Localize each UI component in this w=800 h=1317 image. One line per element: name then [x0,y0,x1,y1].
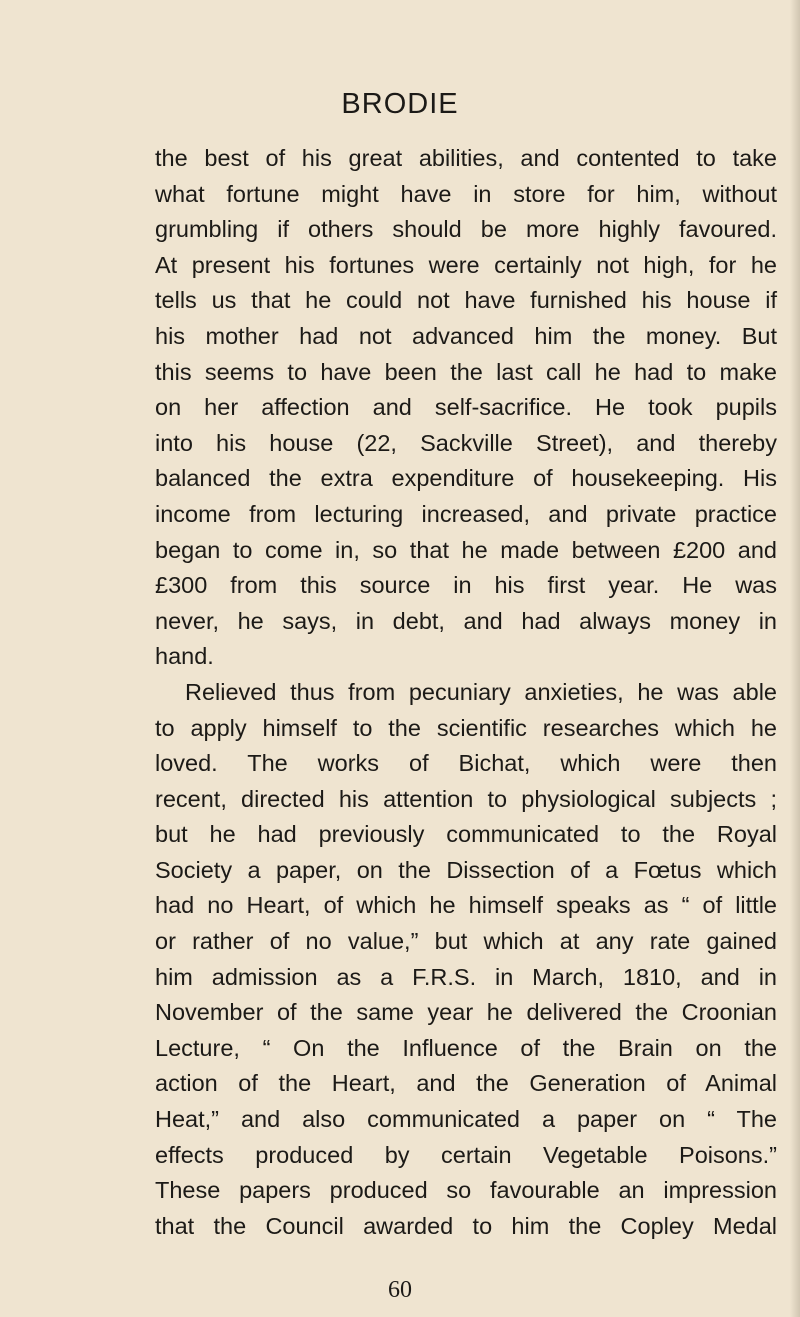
page-edge-shadow [790,0,800,1317]
text-line: on her affection and self-sacrifice. He took pupils [155,394,777,421]
text-line: what fortune might have in store for him, without [155,180,777,207]
text-line: Society a paper, on the Dissection of a Fœtus which [155,856,777,883]
text-line: November of the same year he delivered the Croonian [155,999,777,1026]
text-line: tells us that he could not have furnished his house if [155,287,777,314]
text-line: his mother had not advanced him the money. But [155,322,777,349]
text-line: balanced the extra expenditure of housekeeping. His [155,465,777,492]
text-line: income from lecturing increased, and private practice [155,500,777,527]
text-line: into his house (22, Sackville Street), and thereby [155,429,777,456]
text-line: £300 from this source in his first year. He was [155,572,777,599]
text-line: began to come in, so that he made between £200 and [155,536,777,563]
text-line: this seems to have been the last call he had to make [155,358,777,385]
text-line: but he had previously communicated to the Royal [155,821,777,848]
text-line: never, he says, in debt, and had always money in [155,607,777,634]
text-line: that the Council awarded to him the Copley Medal [155,1212,777,1239]
text-line: recent, directed his attention to physiological subjects ; [155,785,777,812]
text-line: the best of his great abilities, and contented to take [155,145,777,171]
text-line: action of the Heart, and the Generation of Animal [155,1070,777,1097]
text-line: grumbling if others should be more highly favoured. [155,216,777,243]
page-number: 60 [388,1277,412,1303]
running-head: BRODIE [341,88,459,120]
text-line: Heat,” and also communicated a paper on “ The [155,1106,777,1133]
text-line: These papers produced so favourable an impression [155,1177,777,1204]
text-line: At present his fortunes were certainly not high, for he [155,251,777,278]
text-line: to apply himself to the scientific researches which he [155,714,777,741]
text-line: or rather of no value,” but which at any rate gained [155,928,777,955]
body-text [155,141,777,1244]
text-line: him admission as a F.R.S. in March, 1810, and in [155,963,777,990]
text-line: effects produced by certain Vegetable Poisons.” [155,1141,777,1168]
text-line: had no Heart, of which he himself speaks as “ of little [155,892,777,919]
text-line: Relieved thus from pecuniary anxieties, he was able [185,678,777,705]
text-line: hand. [155,643,214,670]
text-line: loved. The works of Bichat, which were then [155,750,777,777]
text-line: Lecture, “ On the Influence of the Brain on the [155,1034,777,1061]
